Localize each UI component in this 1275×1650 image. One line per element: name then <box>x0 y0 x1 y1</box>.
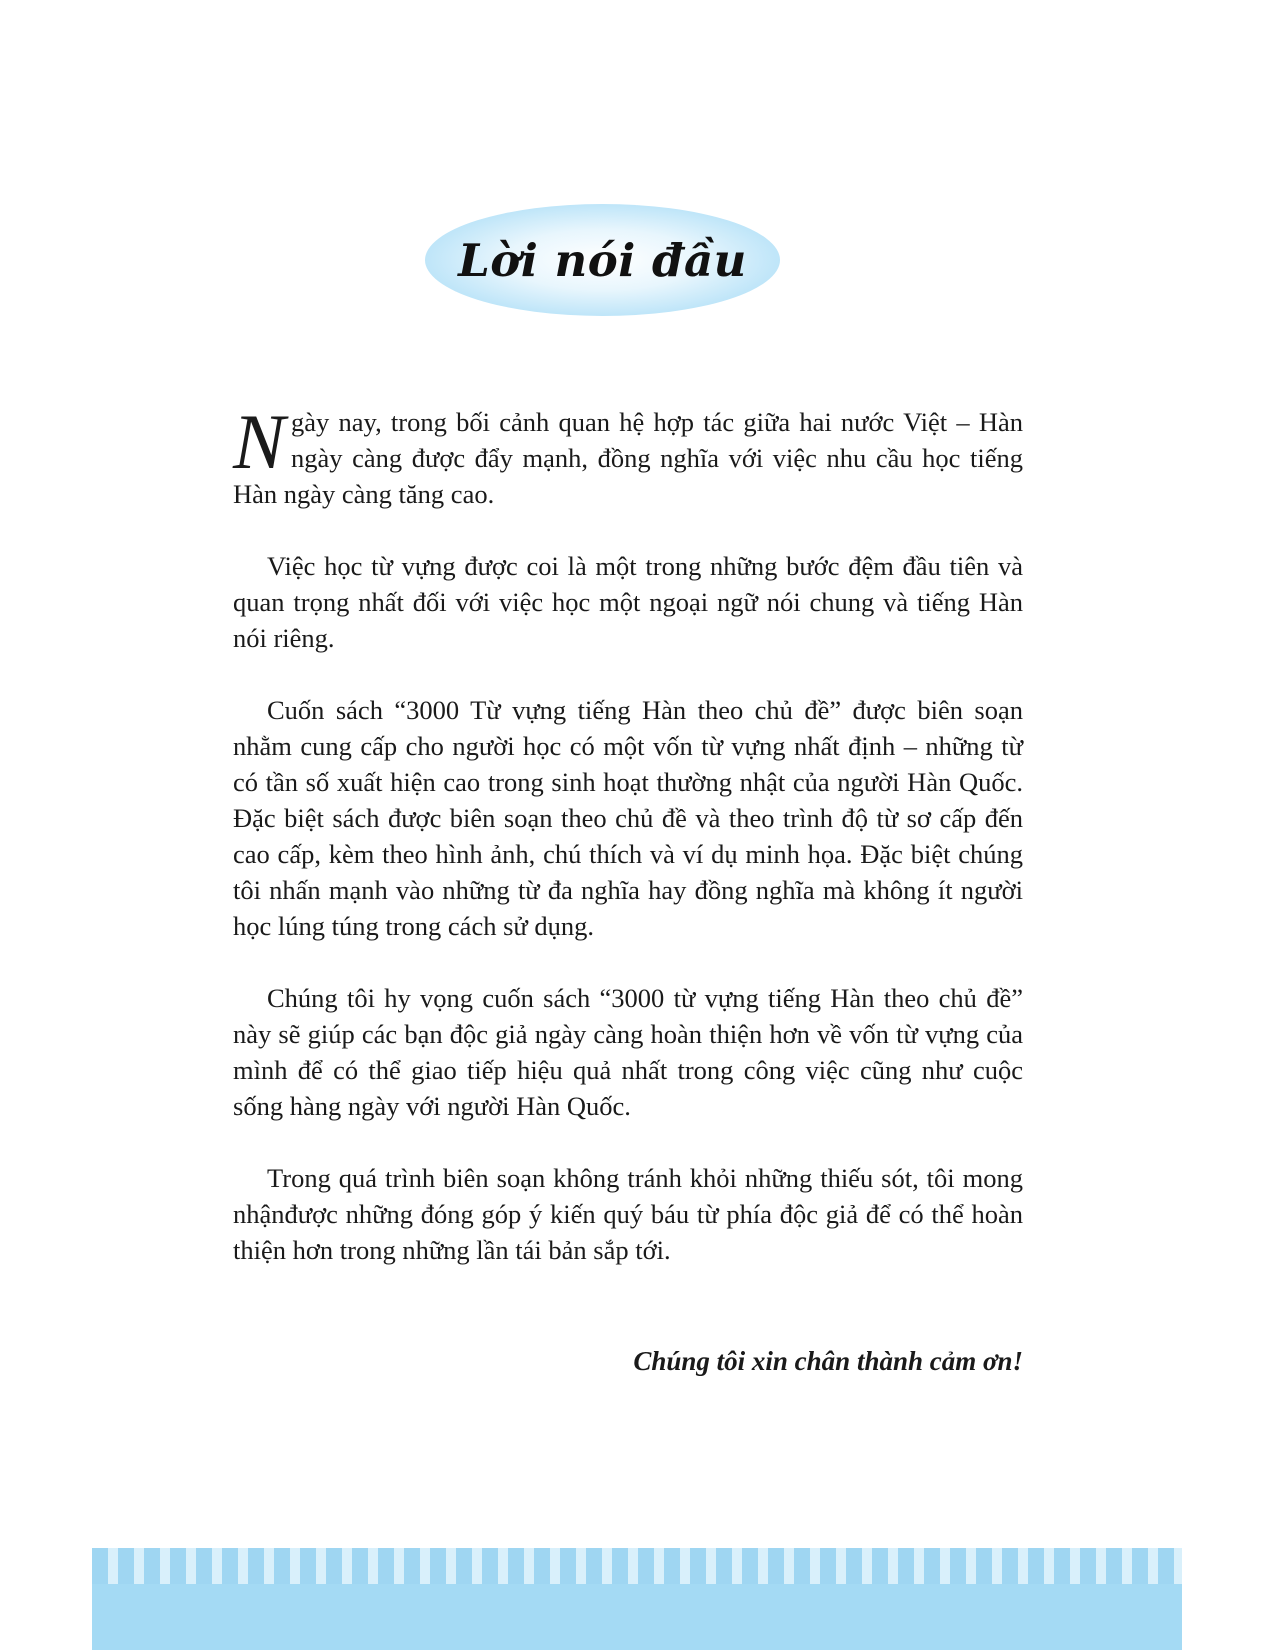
title-bubble <box>425 204 780 316</box>
footer-stripes <box>92 1548 1182 1584</box>
paragraph-2: Việc học từ vựng được coi là một trong những bước đệm đầu tiên và quan trọng nhất đối với việc học một ngoại ngữ nói chung và tiếng Hàn nói riêng. <box>233 551 1023 653</box>
paragraph-3: Cuốn sách “3000 Từ vựng tiếng Hàn theo chủ đề” được biên soạn nhằm cung cấp cho người học có một vốn từ vựng nhất định – những từ có tần số xuất hiện cao trong sinh hoạt thường nhật của người Hàn Quốc. Đặc biệt sách được biên soạn theo chủ đề và theo trình độ từ sơ cấp đến cao cấp, kèm theo hình ảnh, chú thích và ví dụ minh họa. Đặc biệt chúng tôi nhấn mạnh vào những từ đa nghĩa hay đồng nghĩa mà không ít người học lúng túng trong cách sử dụng. <box>233 695 1023 941</box>
paragraph-5: Trong quá trình biên soạn không tránh khỏi những thiếu sót, tôi mong nhậnđược những đóng góp ý kiến quý báu từ phía độc giả để có thể hoàn thiện hơn trong những lần tái bản sắp tới. <box>233 1163 1023 1265</box>
footer-decoration <box>92 1548 1182 1650</box>
footer-solid-band <box>92 1584 1182 1650</box>
paragraph-1: Ngày nay, trong bối cảnh quan hệ hợp tác giữa hai nước Việt – Hàn ngày càng được đẩy mạnh, đồng nghĩa với việc nhu cầu học tiếng Hàn ngày càng tăng cao. <box>233 398 1023 509</box>
paragraph-4: Chúng tôi hy vọng cuốn sách “3000 từ vựng tiếng Hàn theo chủ đề” này sẽ giúp các bạn độc giả ngày càng hoàn thiện hơn về vốn từ vựng của mình để có thể giao tiếp hiệu quả nhất trong công việc cũng như cuộc sống hàng ngày với người Hàn Quốc. <box>233 983 1023 1121</box>
preface-body <box>233 398 1023 1304</box>
closing-line: Chúng tôi xin chân thành cảm ơn! <box>633 1346 1023 1376</box>
page-title: Lời nói đầu <box>458 233 747 287</box>
